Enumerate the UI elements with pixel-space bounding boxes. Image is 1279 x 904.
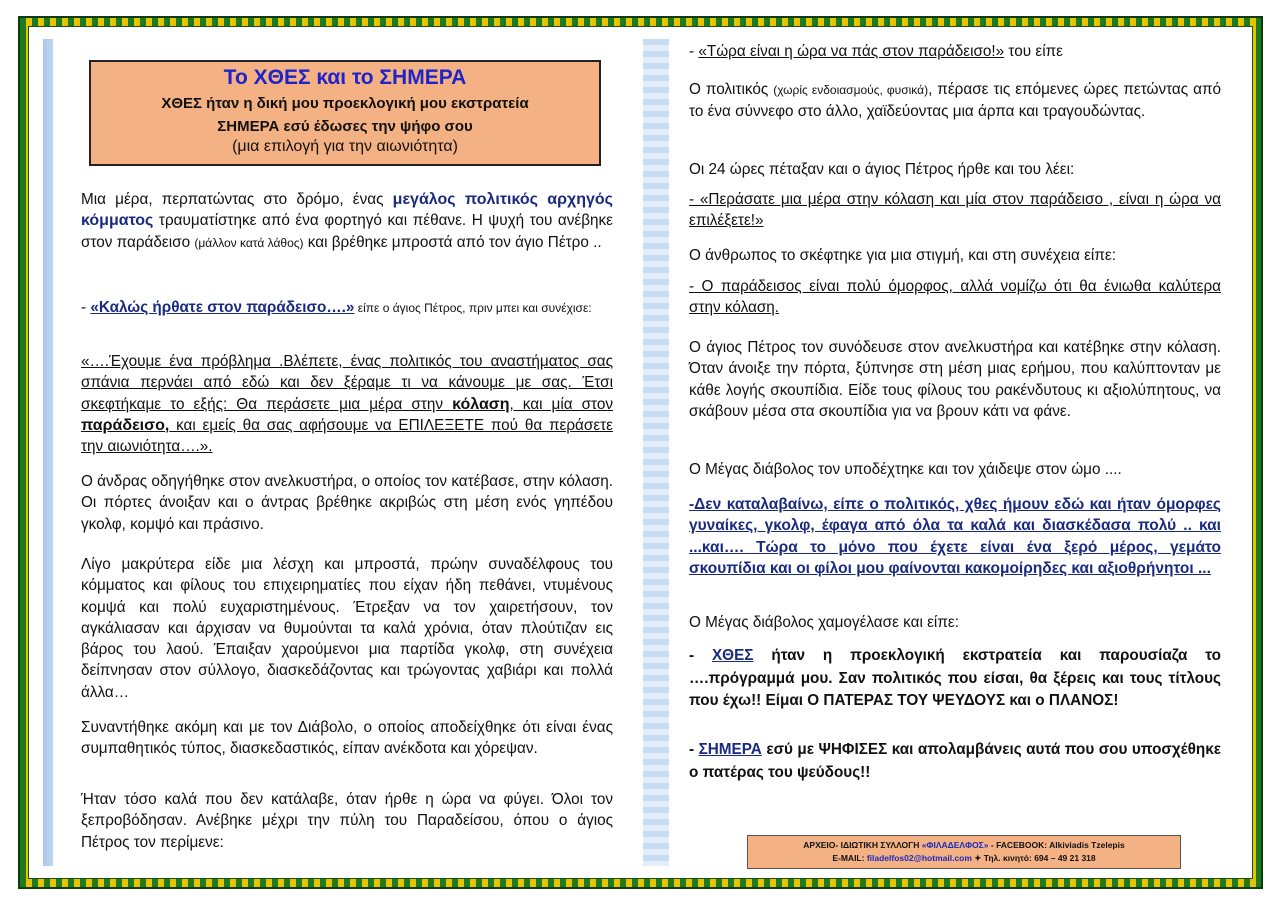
text: , και μία στον	[509, 395, 614, 413]
text: ✦ Τηλ. κινητό:	[971, 853, 1035, 863]
bold-text: παράδεισο,	[81, 416, 170, 434]
text: εσύ με ΨΗΦΙΣΕΣ και απολαμβάνεις αυτά που σου υποσχέθηκε ο πατέρας του ψεύδους!!	[689, 741, 1221, 781]
footer-line-1	[748, 839, 1180, 852]
paragraph-3	[81, 351, 613, 457]
right-paragraph-5: Ο άνθρωπος το σκέφτηκε για μια στιγμή, και στη συνέχεια είπε:	[689, 247, 1116, 264]
small-text: (χωρίς ενδοιασμούς, φυσικά)	[773, 83, 929, 97]
paragraph-5: Λίγο μακρύτερα είδε μια λέσχη και μπροστά, πρώην συναδέλφους του κόμματος και φίλους του επιχειρηματίες που είχαν ήδη πεθάνει, ντυμένους κομψά και πολύ ευχαριστημένους. Έτρεξαν να τον χαιρετήσουν, τον αγκάλιασαν και άρχισαν να θυμούνται τα καλά χρόνια, όταν πλούτιζαν εις βάρος του λαού. Έπαιξαν χαρούμενοι μια παρτίδα γκολφ, στη συνέχεια δείπνησαν στον σύλλογο, διασκεδάζοντας και τρώγοντας χαβιάρι και πολλά άλλα…	[81, 556, 613, 701]
right-paragraph-3: Οι 24 ώρες πέταξαν και ο άγιος Πέτρος ήρθε και του λέει:	[689, 161, 1075, 178]
title-box	[89, 60, 601, 166]
text: -	[81, 299, 91, 316]
right-paragraph-11	[689, 645, 1221, 713]
text: 694 – 49 21 318	[1034, 853, 1096, 863]
text: «ΦΙΛΑΔΕΛΦΟΣ»	[921, 840, 989, 850]
text: -	[689, 647, 712, 664]
right-column	[669, 39, 1243, 866]
text: -	[689, 43, 699, 60]
text: του είπε	[1004, 43, 1063, 60]
text: τραυματίστηκε από ένα φορτηγό και πέθανε. Η ψυχή του ανέβηκε στον παράδεισο	[81, 212, 613, 251]
bold-text: κόλαση	[452, 395, 510, 413]
text: Μια μέρα, περπατώντας στο δρόμο, ένας	[81, 191, 393, 208]
right-paragraph-7: Ο άγιος Πέτρος τον συνόδευσε στον ανελκυστήρα και κατέβηκε στην κόλαση. Όταν άνοιξε την πόρτα, ξύπνησε στη μέση μιας ερήμου, που καλύπτονταν με κάθε λογής σκουπίδια. Είδε τους φίλους του ρακένδυτους κι αξιολύπητους, να σκάβουν μέσα στα σκουπίδια για να βρουν κάτι να φάνε.	[689, 339, 1221, 420]
text: και εμείς θα σας αφήσουμε να ΕΠΙΛΕΞΕΤΕ πού θα περάσετε την αιωνιότητα….».	[81, 416, 613, 456]
text: «….Έχουμε ένα πρόβλημα .Βλέπετε, ένας πολιτικός του αναστήματος σας σπάνια περνάει από εδώ και δεν ξέραμε τι να κάνουμε με σας. Έτσι σκεφτήκαμε το εξής: Θα περάσετε μια μέρα στην	[81, 353, 613, 413]
left-column	[53, 39, 643, 866]
underlined-text: ΧΘΕΣ	[711, 647, 754, 664]
text: E-MAIL:	[832, 853, 867, 863]
right-paragraph-2	[689, 79, 1221, 123]
right-paragraph-1	[689, 41, 1221, 62]
text: ΑΡΧΕΙΟ- ΙΔΙΩΤΙΚΗ ΣΥΛΛΟΓΗ	[803, 840, 922, 850]
text: -	[689, 741, 699, 758]
right-paragraph-8: Ο Μέγας διάβολος τον υποδέχτηκε και τον χάιδεψε στον ώμο ....	[689, 461, 1122, 478]
paragraph-6: Συναντήθηκε ακόμη και με τον Διάβολο, ο οποίος αποδείχθηκε ότι είναι ένας συμπαθητικός τύπος, διασκεδαστικός, είπαν ανέκδοτα και χόρεψαν.	[81, 719, 613, 758]
right-paragraph-9: -Δεν καταλαβαίνω, είπε ο πολιτικός, χθες ήμουν εδώ και ήταν όμορφες γυναίκες, γκολφ, έφαγα από όλα τα καλά και διασκέδασα πολύ .. και ...και…. Τώρα το μόνο που έχετε είναι ένα ξερό μέρος, γεμάτο σκουπίδια και οι φίλοι μου φαίνονται κακομοίρηδες και αξιοθρήνητοι ...	[689, 496, 1221, 577]
bold-text: μεγάλος πολιτικός αρχηγός κόμματος	[81, 191, 613, 230]
footer-credit-box	[747, 835, 1181, 869]
text: , πέρασε τις επόμενες ώρες πετώντας από το ένα σύννεφο στο άλλο, χαϊδεύοντας μια άρπα και τραγουδώντας.	[689, 81, 1222, 121]
decorative-border	[18, 16, 1263, 889]
bold-text: «Καλώς ήρθατε στον παράδεισο….»	[90, 299, 355, 316]
small-text: είπε ο άγιος Πέτρος, πριν μπει και συνέχισε:	[354, 301, 592, 315]
paper	[43, 39, 1238, 866]
text: - FACEBOOK: Alkiviadis Tzelepis	[988, 840, 1125, 850]
text: Ο πολιτικός	[689, 81, 774, 98]
right-paragraph-6: - Ο παράδεισος είναι πολύ όμορφος, αλλά νομίζω ότι θα ένιωθα καλύτερα στην κόλαση.	[689, 278, 1221, 317]
underlined-text: «Τώρα είναι η ώρα να πάς στον παράδεισο!»	[698, 43, 1005, 60]
email-link: filadelfos02@hotmail.com	[866, 853, 972, 863]
subtitle-line-2: ΣΗΜΕΡΑ εσύ έδωσες την ψήφο σου	[217, 118, 473, 135]
column-divider	[643, 39, 669, 866]
text: και βρέθηκε μπροστά από τον άγιο Πέτρο ..	[303, 233, 602, 251]
paragraph-1	[81, 189, 613, 254]
right-paragraph-12	[689, 739, 1221, 784]
underlined-text: ΣΗΜΕΡΑ	[698, 741, 762, 758]
text: ήταν η προεκλογική εκστρατεία και παρουσίαζα το ….πρόγραμμά μου. Σαν πολιτικός που είσαι, θα ξέρεις και τους τίτλους που έχω!! Είμαι Ο ΠΑΤΕΡΑΣ ΤΟΥ ΨΕΥΔΟΥΣ και ο ΠΛΑΝΟΣ!	[689, 647, 1221, 709]
paragraph-2	[81, 297, 613, 319]
right-paragraph-10: Ο Μέγας διάβολος χαμογέλασε και είπε:	[689, 614, 959, 631]
paragraph-4: Ο άνδρας οδηγήθηκε στον ανελκυστήρα, ο οποίος τον κατέβασε, στην κόλαση. Οι πόρτες άνοιξαν και ο άντρας βρέθηκε ακριβώς στη μέση ενός γηπέδου γκολφ, κομψό και πράσινο.	[81, 473, 613, 533]
footer-line-2	[748, 852, 1180, 865]
right-paragraph-4: - «Περάσατε μια μέρα στην κόλαση και μία στον παράδεισο , είναι η ώρα να επιλέξετε!»	[689, 191, 1221, 230]
paragraph-7: Ήταν τόσο καλά που δεν κατάλαβε, όταν ήρθε η ώρα να φύγει. Όλοι τον ξεπροβόδησαν. Ανέβηκε μέχρι την πύλη του Παραδείσου, όπου ο άγιος Πέτρος τον περίμενε:	[81, 791, 613, 851]
small-text: (μάλλον κατά λάθος)	[194, 235, 304, 250]
page-frame	[28, 26, 1253, 879]
subtitle-line-1: ΧΘΕΣ ήταν η δική μου προεκλογική μου εκστρατεία	[161, 95, 529, 112]
page-title: Το ΧΘΕΣ και το ΣΗΜΕΡΑ	[223, 66, 467, 89]
subtitle-line-3: (μια επιλογή για την αιωνιότητα)	[232, 138, 458, 155]
